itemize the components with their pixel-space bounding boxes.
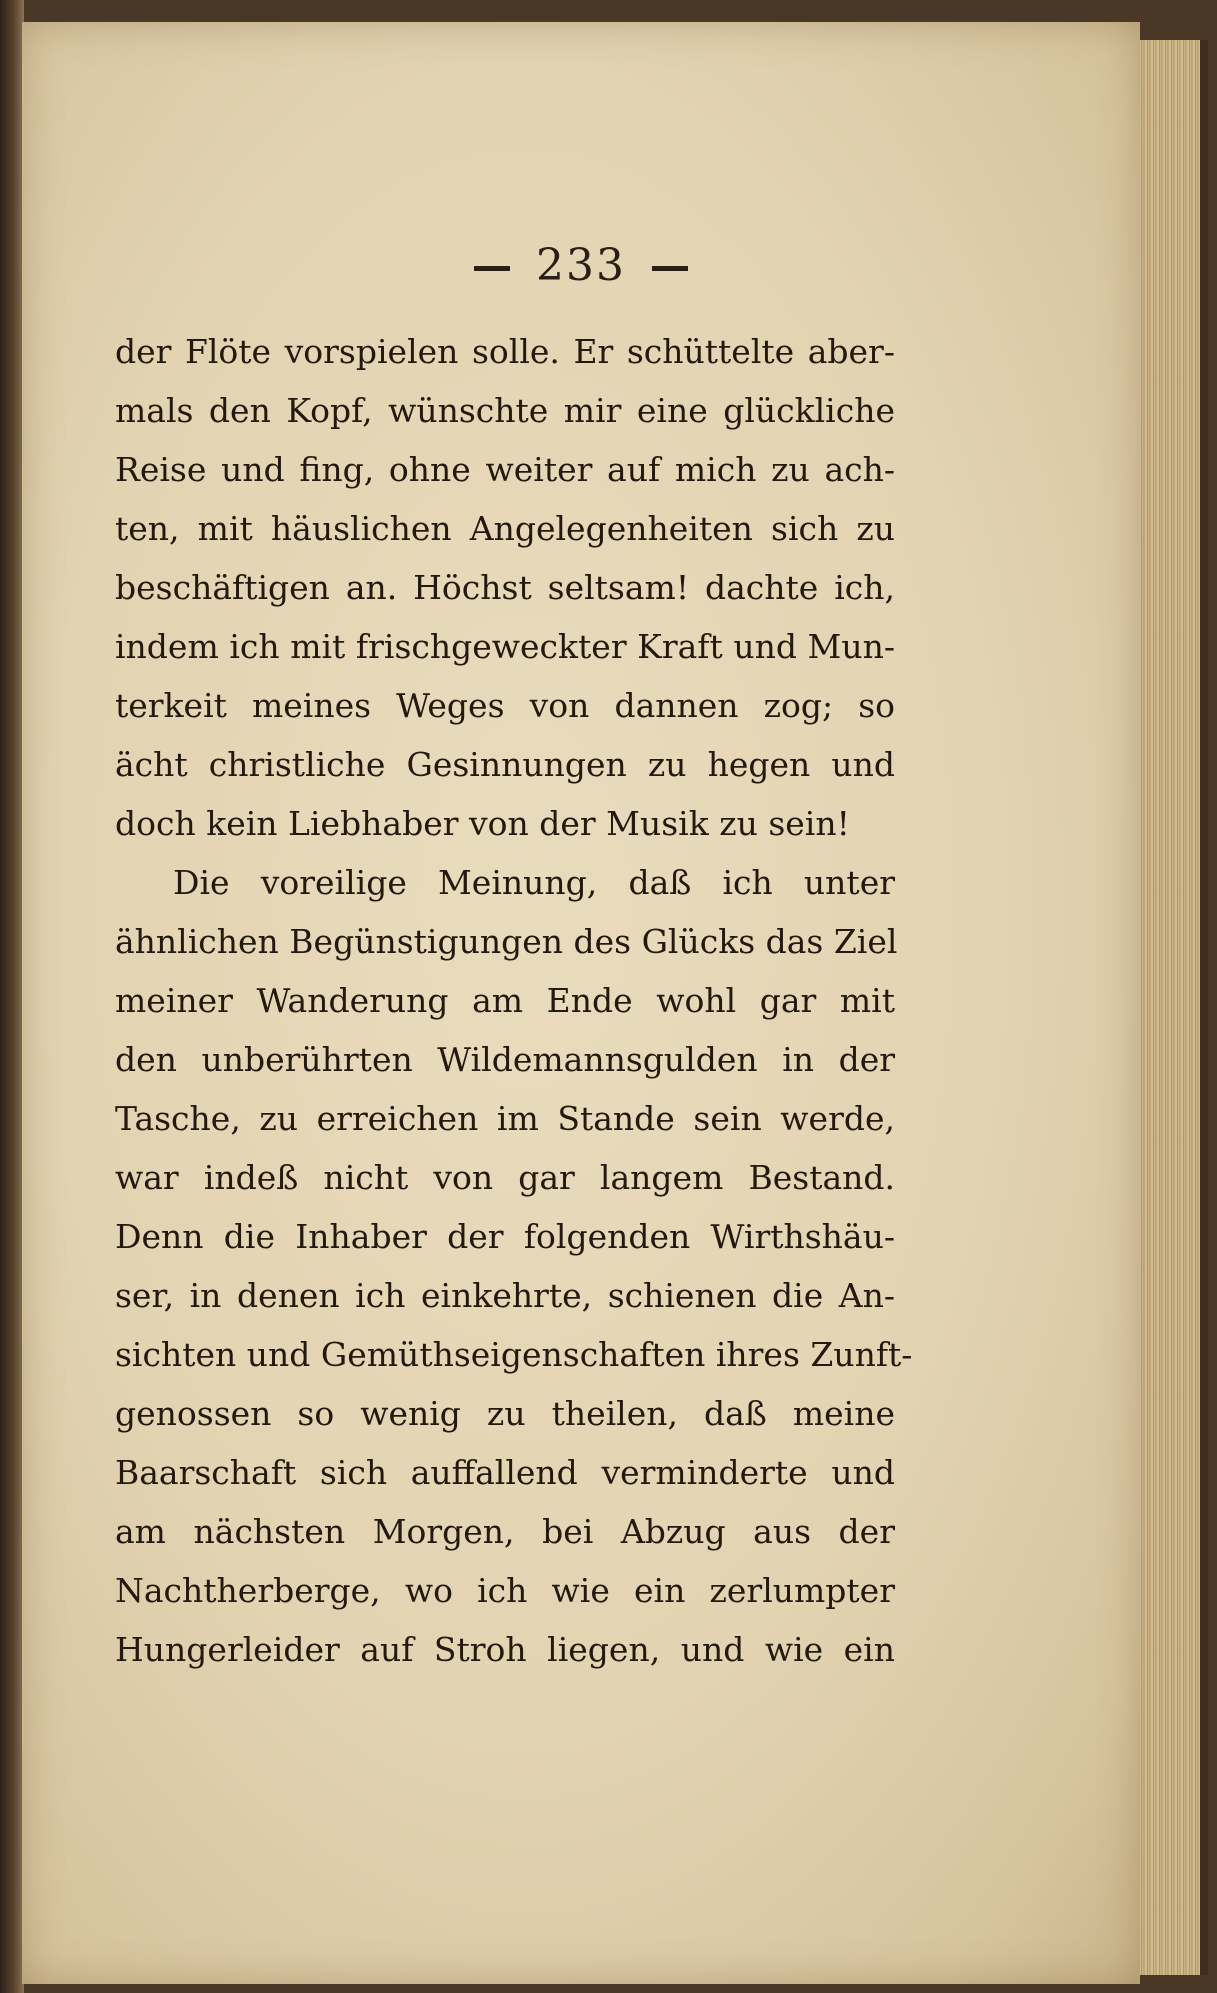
text-line: genossen so wenig zu theilen, daß meine (115, 1394, 895, 1433)
text-line: am nächsten Morgen, bei Abzug aus der (115, 1512, 895, 1551)
text-line: ten, mit häuslichen Angelegenheiten sich zu (115, 509, 895, 548)
text-line: doch kein Liebhaber von der Musik zu sein! (115, 804, 850, 843)
text-line: Tasche, zu erreichen im Stande sein werde, (115, 1099, 895, 1138)
book-spine-edge (0, 0, 24, 1993)
header-dash-right (652, 266, 688, 271)
text-line: sichten und Gemüthseigenschaften ihres Zunft- (115, 1335, 913, 1374)
page-header (22, 240, 1140, 300)
text-line: Denn die Inhaber der folgenden Wirthshäu- (115, 1217, 895, 1256)
text-line: war indeß nicht von gar langem Bestand. (115, 1158, 895, 1197)
page-paper (22, 22, 1140, 1984)
text-line: ser, in denen ich einkehrte, schienen die An- (115, 1276, 895, 1315)
text-line: Hungerleider auf Stroh liegen, und wie ein (115, 1630, 895, 1669)
text-line: meiner Wanderung am Ende wohl gar mit (115, 981, 895, 1020)
text-line: Nachtherberge, wo ich wie ein zerlumpter (115, 1571, 895, 1610)
text-line: Reise und fing, ohne weiter auf mich zu ach- (115, 450, 895, 489)
text-line: ächt christliche Gesinnungen zu hegen und (115, 745, 895, 784)
text-line: den unberührten Wildemannsgulden in der (115, 1040, 895, 1079)
text-line: indem ich mit frischgeweckter Kraft und Mun- (115, 627, 895, 666)
text-line: der Flöte vorspielen solle. Er schüttelte aber- (115, 332, 895, 371)
text-line: beschäftigen an. Höchst seltsam! dachte ich, (115, 568, 895, 607)
text-line: terkeit meines Weges von dannen zog; so (115, 686, 895, 725)
text-line: Baarschaft sich auffallend verminderte und (115, 1453, 895, 1492)
text-line: ähnlichen Begünstigungen des Glücks das Ziel (115, 922, 898, 961)
page-number: 233 (536, 240, 626, 291)
text-line: mals den Kopf, wünschte mir eine glückliche (115, 391, 895, 430)
text-line-paragraph-start: Die voreilige Meinung, daß ich unter (173, 863, 895, 902)
body-text (115, 322, 913, 1679)
header-dash-left (474, 266, 510, 271)
page-stack-edge (1130, 40, 1208, 1975)
